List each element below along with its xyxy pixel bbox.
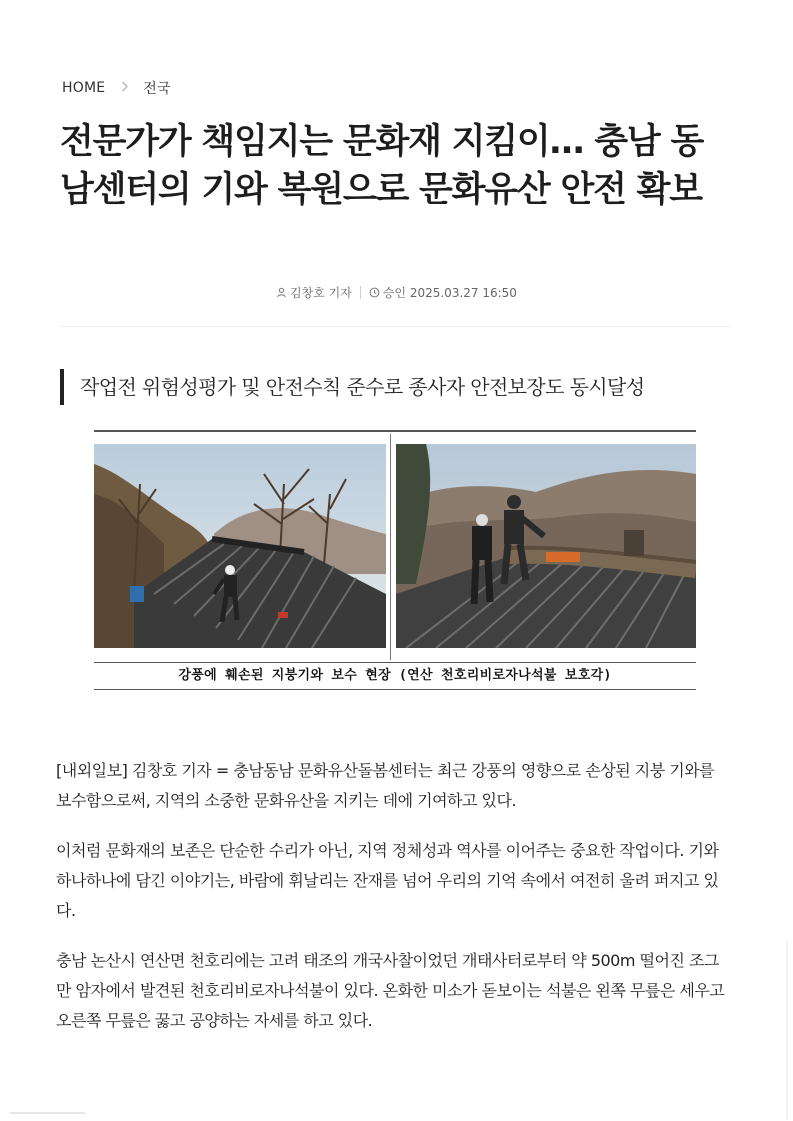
meta-separator xyxy=(360,286,361,299)
clock-icon xyxy=(369,287,380,298)
article-paragraph-2: 이처럼 문화재의 보존은 단순한 수리가 아닌, 지역 정체성과 역사를 이어주는 중요한 작업이다. 기와 하나하나에 담긴 이야기는, 바람에 휘날리는 잔재를 넘어 우리의 기억 속에서 여전히 울려 퍼지고 있다. xyxy=(56,841,719,920)
breadcrumb xyxy=(62,78,171,98)
header-divider xyxy=(60,326,730,327)
person-icon xyxy=(276,287,287,298)
article-meta xyxy=(0,284,793,301)
page-bottom-rule xyxy=(10,1112,85,1114)
roof-repair-photo-right xyxy=(396,444,696,648)
article-figure xyxy=(94,430,696,692)
roof-repair-photo-left xyxy=(94,444,386,648)
article-paragraph-3: 충남 논산시 연산면 천호리에는 고려 태조의 개국사찰이었던 개태사터로부터 약 500m 떨어진 조그만 암자에서 발견된 천호리비로자나석불이 있다. 온화한 미소가 돋보이는 석불은 왼쪽 무릎은 세우고 오른쪽 무릎은 꿇고 공양하는 자세를 하고 있다. xyxy=(56,951,725,1030)
article-subtitle: 작업전 위험성평가 및 안전수칙 준수로 종사자 안전보장도 동시달성 xyxy=(60,369,730,405)
article-paragraph-1: [내외일보] 김창호 기자 = 충남동남 문화유산돌봄센터는 최근 강풍의 영향으로 손상된 지붕 기와를 보수함으로써, 지역의 소중한 문화유산을 지키는 데에 기여하고 있다. xyxy=(56,761,715,810)
reporter-name[interactable]: 김창호 기자 xyxy=(290,286,352,300)
reporter-info xyxy=(276,284,352,301)
page-edge-shadow xyxy=(786,940,788,1120)
breadcrumb-home-link[interactable]: HOME xyxy=(62,80,106,96)
approved-time xyxy=(369,284,517,301)
chevron-right-icon xyxy=(121,81,129,96)
approved-label: 승인 2025.03.27 16:50 xyxy=(382,286,517,300)
figure-caption: 강풍에 훼손된 지붕기와 보수 현장 (연산 천호리비로자나석불 보호각) xyxy=(94,662,696,690)
figure-divider xyxy=(390,434,391,660)
article-title: 전문가가 책임지는 문화재 지킴이… 충남 동남센터의 기와 복원으로 문화유산 안전 확보 xyxy=(60,122,704,210)
figure-top-border xyxy=(94,430,696,432)
breadcrumb-section-link[interactable]: 전국 xyxy=(143,81,171,97)
